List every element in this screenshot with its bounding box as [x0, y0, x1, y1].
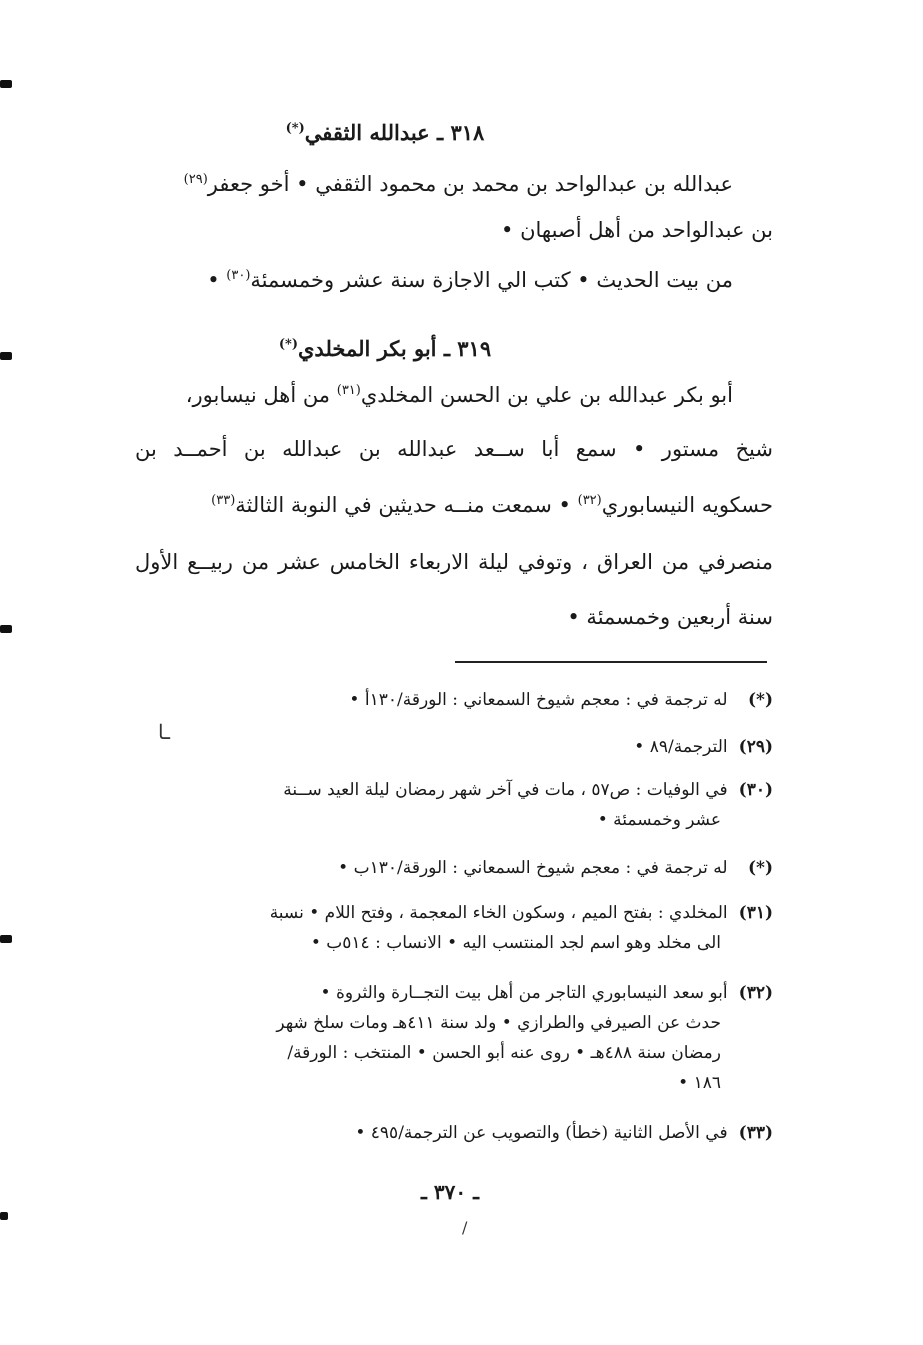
- entry-319-line-5: [567, 605, 773, 629]
- body-text: منصرفي من العراق ، وتوفي ليلة الاربعاء الخامس عشر من ربيــع الأول: [135, 550, 773, 574]
- entry-318-line-2: [501, 218, 773, 242]
- entry-heading-text: ٣١٩ ـ أبو بكر المخلدي: [297, 336, 492, 361]
- footnote-31: [130, 898, 773, 958]
- entry-319-line-1: [186, 383, 733, 407]
- entry-318-line-3: [207, 268, 733, 292]
- body-text: حسكويه النيسابوري: [601, 493, 773, 517]
- footnote-star-1: [130, 685, 773, 715]
- body-text: سنة أربعين وخمسمئة •: [567, 605, 773, 629]
- body-text: عبدالله بن عبدالواحد بن محمد بن محمود الثقفي • أخو جعفر: [207, 172, 733, 196]
- entry-319-line-2: [135, 437, 773, 461]
- footnote-ref: (٢٩): [183, 172, 208, 187]
- footnote-ref: (*): [285, 121, 305, 136]
- footnote-marker: (٣١): [738, 903, 773, 923]
- footnote-32: [130, 978, 773, 1098]
- entry-heading-text: ٣١٨ ـ عبدالله الثقفي: [304, 120, 485, 145]
- footnote-text: في الأصل الثانية (خطأ) والتصويب عن الترجمة/٤٩٥ •: [355, 1123, 728, 1143]
- scan-speck: /: [462, 1218, 468, 1237]
- body-text: • سمعت منــه حديثين في النوبة الثالثة: [235, 493, 571, 517]
- footnote-marker: (٣٣): [738, 1123, 773, 1143]
- scan-speck: ـا: [158, 720, 170, 744]
- entry-319-heading: [150, 336, 620, 361]
- footnote-33: [130, 1118, 773, 1148]
- footnote-marker: (٣٠): [738, 780, 773, 800]
- body-text: •: [207, 268, 220, 292]
- entry-319-line-4: [135, 550, 773, 574]
- footnote-marker: (٣٢): [738, 983, 773, 1003]
- footnote-29: [130, 732, 773, 762]
- footnote-text: له ترجمة في : معجم شيوخ السمعاني : الورقة/١٣٠ب •: [338, 858, 728, 878]
- footnote-text-continued: الى مخلد وهو اسم لجد المنتسب اليه • الانساب : ٥١٤ب •: [310, 933, 721, 953]
- footnote-marker: (*): [748, 858, 773, 878]
- scan-edge-mark: [0, 1212, 8, 1220]
- footnote-text-continued: حدث عن الصيرفي والطرازي • ولد سنة ٤١١هـ ومات سلخ شهر رمضان سنة ٤٨٨هـ • روى عنه أبو الحسن • المنتخب : الورقة/ ١٨٦ •: [276, 1013, 721, 1093]
- footnote-ref: (٣٢): [577, 493, 602, 508]
- body-text: من أهل نيسابور،: [185, 383, 331, 407]
- body-text: من بيت الحديث • كتب الي الاجازة سنة عشر وخمسمئة: [250, 268, 733, 292]
- footnote-ref: (٣١): [336, 383, 361, 398]
- footnote-ref: (*): [278, 337, 298, 352]
- footnote-text: الترجمة/٨٩ •: [634, 737, 728, 757]
- body-text: شيخ مستور • سمع أبا ســعد عبدالله بن عبدالله بن أحمــد بن: [135, 437, 773, 461]
- body-text: بن عبدالواحد من أهل أصبهان •: [501, 218, 773, 242]
- body-text: أبو بكر عبدالله بن علي بن الحسن المخلدي: [360, 383, 733, 407]
- footnote-marker: (٢٩): [738, 737, 773, 757]
- scan-edge-mark: [0, 352, 12, 360]
- footnote-ref: (٣٠): [226, 268, 251, 283]
- entry-319-line-3: [211, 493, 773, 517]
- footnote-star-2: [130, 853, 773, 883]
- scan-edge-mark: [0, 80, 12, 88]
- footnote-separator: [455, 661, 767, 663]
- footnote-text: له ترجمة في : معجم شيوخ السمعاني : الورقة/١٣٠أ •: [349, 690, 728, 710]
- footnote-text-continued: عشر وخمسمئة •: [597, 810, 721, 830]
- footnote-30: [130, 775, 773, 835]
- entry-318-line-1: [184, 172, 733, 196]
- footnote-text: المخلدي : بفتح الميم ، وسكون الخاء المعجمة ، وفتح اللام • نسبة: [269, 903, 728, 923]
- footnote-marker: (*): [748, 690, 773, 710]
- footnote-text: في الوفيات : ص٥٧ ، مات في آخر شهر رمضان ليلة العيد ســنة: [283, 780, 728, 800]
- footnote-ref: (٣٣): [211, 493, 236, 508]
- footnote-text: أبو سعد النيسابوري التاجر من أهل بيت التجــارة والثروة •: [320, 983, 728, 1003]
- page-number: ـ ٣٧٠ ـ: [421, 1180, 479, 1204]
- scan-edge-mark: [0, 935, 12, 943]
- scan-edge-mark: [0, 625, 12, 633]
- entry-318-heading: [150, 120, 620, 145]
